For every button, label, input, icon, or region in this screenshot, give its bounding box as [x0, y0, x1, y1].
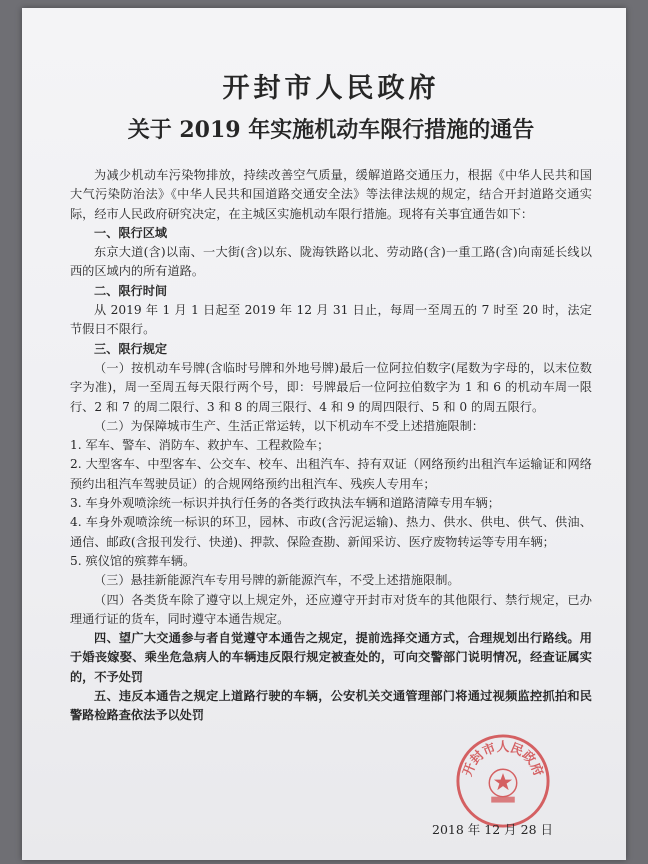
exempt-item-5: 5. 殡仪馆的殡葬车辆。	[70, 553, 196, 568]
org-title: 开封市人民政府	[222, 73, 440, 104]
section-3-rule-3: （三）悬挂新能源汽车专用号牌的新能源汽车，不受上述措施限制。	[94, 573, 460, 588]
issue-date: 2018 年 12 月 28 日	[432, 822, 553, 837]
section-1-title: 一、限行区域	[94, 225, 168, 240]
section-3-rule-4: （四）各类货车除了遵守以上规定外，还应遵守开封市对货车的其他限行、禁行规定，已办理通行证的货车，同时遵守本通告规定。	[70, 592, 592, 626]
section-5: 五、违反本通告之规定上道路行驶的车辆，公安机关交通管理部门将通过视频监控抓拍和民警路检路查依法予以处罚	[70, 689, 592, 723]
exempt-item-3: 3. 车身外观喷涂统一标识并执行任务的各类行政执法车辆和道路清障专用车辆；	[70, 496, 500, 511]
document-body	[70, 72, 592, 726]
document-page	[22, 8, 626, 860]
section-2-title: 二、限行时间	[94, 283, 168, 298]
exempt-item-2: 2. 大型客车、中型客车、公交车、校车、出租汽车、持有双证（网络预约出租汽车运输证和网络预约出租汽车驾驶员证）的合规网络预约出租汽车、残疾人专用车；	[70, 457, 592, 491]
section-3-rule-1: （一）按机动车号牌(含临时号牌和外地号牌)最后一位阿拉伯数字(尾数为字母的，以末位数字为准)，周一至周五每天限行两个号，即：号牌最后一位阿拉伯数字为 1 和 6 的机动车周一限行、2 和 7 的周二限行、3 和 8 的周三限行、4 和 9 的周四限行、5 和 0 的周五限行。	[70, 360, 592, 414]
section-2-body: 从 2019 年 1 月 1 日起至 2019 年 12 月 31 日止，每周一至周五的 7 时至 20 时，法定节假日不限行。	[70, 303, 592, 337]
section-3-rule-2: （二）为保障城市生产、生活正常运转，以下机动车不受上述措施限制：	[94, 418, 484, 433]
official-seal-icon	[454, 732, 552, 830]
doc-title: 关于 2019 年实施机动车限行措施的通告	[127, 117, 535, 143]
exempt-item-4: 4. 车身外观喷涂统一标识的环卫，园林、市政(含污泥运输)、热力、供水、供电、供气、供油、通信、邮政(含报刊发行、快递)、押款、保险查勘、新闻采访、医疗废物转运等专用车辆；	[70, 515, 592, 549]
svg-text:开封市人民政府: 开封市人民政府	[460, 739, 546, 779]
section-3-title: 三、限行规定	[94, 341, 168, 356]
exempt-item-1: 1. 军车、警车、消防车、救护车、工程救险车；	[70, 438, 330, 453]
intro-paragraph: 为减少机动车污染物排放，持续改善空气质量，缓解道路交通压力，根据《中华人民共和国大气污染防治法》《中华人民共和国道路交通安全法》等法律法规的规定，结合开封道路交通实际，经市人民政府研究决定，在主城区实施机动车限行措施。现将有关事宜通告如下：	[70, 168, 592, 221]
section-1-body: 东京大道(含)以南、一大街(含)以东、陇海铁路以北、劳动路(含)一重工路(含)向南延长线以西的区域内的所有道路。	[70, 245, 592, 279]
section-4: 四、望广大交通参与者自觉遵守本通告之规定，提前选择交通方式，合理规划出行路线。用于婚丧嫁娶、乘坐危急病人的车辆违反限行规定被查处的，可向交警部门说明情况，经查证属实的，不予处罚	[70, 631, 592, 684]
